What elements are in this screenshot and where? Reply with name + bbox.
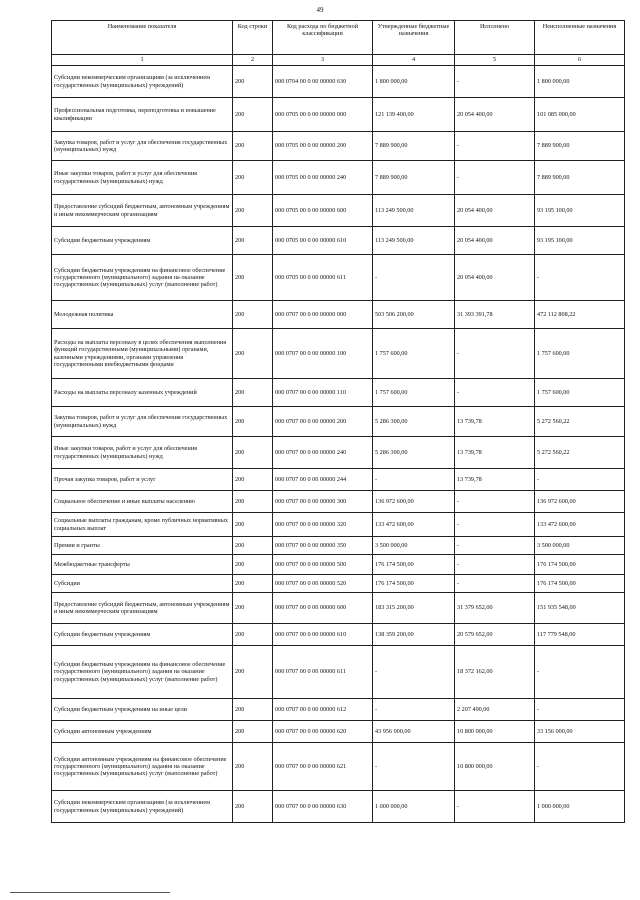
indicator-name: Предоставление субсидий бюджетным, автономным учреждениям и иным некоммерческим организациям (52, 195, 233, 227)
page-number: 49 (316, 6, 324, 14)
approved-amount: 138 359 200,00 (373, 624, 455, 646)
approved-amount: 3 500 000,00 (373, 537, 455, 555)
approved-amount: 503 506 200,00 (373, 301, 455, 329)
line-code: 200 (233, 161, 273, 195)
executed-amount: 13 739,78 (455, 437, 535, 469)
expense-code: 000 0707 00 0 00 00000 520 (273, 575, 373, 593)
expense-code: 000 0707 00 0 00 00000 300 (273, 491, 373, 513)
executed-amount: - (455, 555, 535, 575)
approved-amount: - (373, 469, 455, 491)
indicator-name: Субсидии бюджетным учреждениям (52, 624, 233, 646)
column-header: Неисполненные назначения (535, 21, 625, 55)
unexecuted-amount: - (535, 255, 625, 301)
approved-amount: 43 956 000,00 (373, 721, 455, 743)
line-code: 200 (233, 491, 273, 513)
approved-amount: 5 286 300,00 (373, 437, 455, 469)
line-code: 200 (233, 646, 273, 699)
expense-code: 000 0707 00 0 00 00000 244 (273, 469, 373, 491)
indicator-name: Субсидии некоммерческим организациям (за исключением государственных (муниципальных) учреждений) (52, 66, 233, 98)
approved-amount: 7 889 900,00 (373, 132, 455, 161)
expense-code: 000 0707 00 0 00 00000 630 (273, 791, 373, 823)
approved-amount: 133 472 600,00 (373, 513, 455, 537)
executed-amount: 10 800 000,00 (455, 721, 535, 743)
expense-code: 000 0705 00 0 00 00000 000 (273, 98, 373, 132)
unexecuted-amount: 33 156 000,00 (535, 721, 625, 743)
expense-code: 000 0705 00 0 00 00000 610 (273, 227, 373, 255)
table-row (52, 66, 625, 98)
column-header: Исполнено (455, 21, 535, 55)
executed-amount: 20 579 652,00 (455, 624, 535, 646)
expense-code: 000 0705 00 0 00 00000 611 (273, 255, 373, 301)
executed-amount: 20 054 400,00 (455, 227, 535, 255)
unexecuted-amount: - (535, 469, 625, 491)
unexecuted-amount: 1 800 000,00 (535, 66, 625, 98)
expense-code: 000 0707 00 0 00 00000 621 (273, 743, 373, 791)
line-code: 200 (233, 329, 273, 379)
unexecuted-amount: - (535, 743, 625, 791)
unexecuted-amount: 472 112 808,22 (535, 301, 625, 329)
column-number: 3 (273, 55, 373, 66)
expense-code: 000 0707 00 0 00 00000 610 (273, 624, 373, 646)
indicator-name: Молодежная политика (52, 301, 233, 329)
indicator-name: Премии и гранты (52, 537, 233, 555)
table-row (52, 195, 625, 227)
unexecuted-amount: 5 272 560,22 (535, 407, 625, 437)
executed-amount: - (455, 379, 535, 407)
column-number: 1 (52, 55, 233, 66)
approved-amount: 113 249 500,00 (373, 195, 455, 227)
unexecuted-amount: 176 174 500,00 (535, 575, 625, 593)
executed-amount: - (455, 329, 535, 379)
expense-code: 000 0704 00 0 00 00000 630 (273, 66, 373, 98)
table-row (52, 161, 625, 195)
table-row (52, 437, 625, 469)
expense-code: 000 0705 00 0 00 00000 200 (273, 132, 373, 161)
indicator-name: Прочая закупка товаров, работ и услуг (52, 469, 233, 491)
column-header: Утвержденные бюджетные назначения (373, 21, 455, 55)
table-row (52, 255, 625, 301)
executed-amount: 20 054 400,00 (455, 255, 535, 301)
expense-code: 000 0707 00 0 00 00000 600 (273, 593, 373, 624)
unexecuted-amount: 176 174 500,00 (535, 555, 625, 575)
executed-amount: 18 372 162,00 (455, 646, 535, 699)
unexecuted-amount: 133 472 600,00 (535, 513, 625, 537)
table-row (52, 132, 625, 161)
line-code: 200 (233, 791, 273, 823)
approved-amount: - (373, 646, 455, 699)
indicator-name: Субсидии некоммерческим организациям (за исключением государственных (муниципальных) учреждений) (52, 791, 233, 823)
expense-code: 000 0707 00 0 00 00000 350 (273, 537, 373, 555)
column-number: 2 (233, 55, 273, 66)
approved-amount: 7 889 900,00 (373, 161, 455, 195)
approved-amount: - (373, 699, 455, 721)
indicator-name: Иные закупки товаров, работ и услуг для обеспечения государственных (муниципальных) нужд (52, 161, 233, 195)
unexecuted-amount: 7 889 900,00 (535, 161, 625, 195)
unexecuted-amount: - (535, 699, 625, 721)
column-number: 5 (455, 55, 535, 66)
table-row (52, 791, 625, 823)
budget-execution-table (51, 20, 625, 823)
executed-amount: 13 739,78 (455, 407, 535, 437)
indicator-name: Субсидии автономным учреждениям на финансовое обеспечение государственного (муниципального) задания на оказание государственных (муниципальных) услуг (выполнение работ) (52, 743, 233, 791)
expense-code: 000 0705 00 0 00 00000 600 (273, 195, 373, 227)
approved-amount: 113 249 500,00 (373, 227, 455, 255)
indicator-name: Расходы на выплаты персоналу казенных учреждений (52, 379, 233, 407)
column-header: Наименование показателя (52, 21, 233, 55)
indicator-name: Социальные выплаты гражданам, кроме публичных нормативных социальных выплат (52, 513, 233, 537)
expense-code: 000 0707 00 0 00 00000 110 (273, 379, 373, 407)
line-code: 200 (233, 469, 273, 491)
indicator-name: Субсидии автономным учреждениям (52, 721, 233, 743)
executed-amount: 2 207 490,00 (455, 699, 535, 721)
expense-code: 000 0707 00 0 00 00000 320 (273, 513, 373, 537)
indicator-name: Субсидии бюджетным учреждениям на финансовое обеспечение государственного (муниципального) задания на оказание государственных (муниципальных) услуг (выполнение работ) (52, 255, 233, 301)
indicator-name: Субсидии бюджетным учреждениям на иные цели (52, 699, 233, 721)
approved-amount: 1 757 600,00 (373, 379, 455, 407)
indicator-name: Межбюджетные трансферты (52, 555, 233, 575)
executed-amount: 20 054 400,00 (455, 98, 535, 132)
executed-amount: - (455, 132, 535, 161)
approved-amount: 121 139 400,00 (373, 98, 455, 132)
indicator-name: Субсидии бюджетным учреждениям (52, 227, 233, 255)
expense-code: 000 0705 00 0 00 00000 240 (273, 161, 373, 195)
line-code: 200 (233, 699, 273, 721)
approved-amount: 5 286 300,00 (373, 407, 455, 437)
line-code: 200 (233, 721, 273, 743)
unexecuted-amount: - (535, 646, 625, 699)
column-number-row (52, 55, 625, 66)
line-code: 200 (233, 575, 273, 593)
table-row (52, 227, 625, 255)
expense-code: 000 0707 00 0 00 00000 100 (273, 329, 373, 379)
line-code: 200 (233, 66, 273, 98)
expense-code: 000 0707 00 0 00 00000 612 (273, 699, 373, 721)
line-code: 200 (233, 98, 273, 132)
unexecuted-amount: 1 000 000,00 (535, 791, 625, 823)
approved-amount: 176 174 500,00 (373, 555, 455, 575)
approved-amount: 183 315 200,00 (373, 593, 455, 624)
column-number: 6 (535, 55, 625, 66)
approved-amount: 136 972 600,00 (373, 491, 455, 513)
executed-amount: 13 739,78 (455, 469, 535, 491)
unexecuted-amount: 3 500 000,00 (535, 537, 625, 555)
indicator-name: Закупка товаров, работ и услуг для обеспечения государственных (муниципальных) нужд (52, 407, 233, 437)
indicator-name: Социальное обеспечение и иные выплаты населению (52, 491, 233, 513)
executed-amount: - (455, 66, 535, 98)
line-code: 200 (233, 437, 273, 469)
unexecuted-amount: 1 757 600,00 (535, 379, 625, 407)
table-row (52, 743, 625, 791)
indicator-name: Субсидии бюджетным учреждениям на финансовое обеспечение государственного (муниципального) задания на оказание государственных (муниципальных) услуг (выполнение работ) (52, 646, 233, 699)
table-row (52, 699, 625, 721)
executed-amount: - (455, 537, 535, 555)
table-row (52, 555, 625, 575)
approved-amount: 1 800 000,00 (373, 66, 455, 98)
table-row (52, 513, 625, 537)
expense-code: 000 0707 00 0 00 00000 000 (273, 301, 373, 329)
approved-amount: - (373, 743, 455, 791)
executed-amount: - (455, 513, 535, 537)
column-number: 4 (373, 55, 455, 66)
table-row (52, 469, 625, 491)
approved-amount: - (373, 255, 455, 301)
expense-code: 000 0707 00 0 00 00000 200 (273, 407, 373, 437)
approved-amount: 1 000 000,00 (373, 791, 455, 823)
executed-amount: - (455, 161, 535, 195)
indicator-name: Профессиональная подготовка, переподготовка и повышение квалификации (52, 98, 233, 132)
indicator-name: Иные закупки товаров, работ и услуг для обеспечения государственных (муниципальных) нужд (52, 437, 233, 469)
executed-amount: 31 393 391,78 (455, 301, 535, 329)
line-code: 200 (233, 132, 273, 161)
expense-code: 000 0707 00 0 00 00000 240 (273, 437, 373, 469)
table-row (52, 98, 625, 132)
indicator-name: Расходы на выплаты персоналу в целях обеспечения выполнения функций государственными (муниципальными) органами, казенными учреждениями, органами управления государственными внебюджетными фондами (52, 329, 233, 379)
header-row (52, 21, 625, 55)
executed-amount: 20 054 400,00 (455, 195, 535, 227)
column-header: Код расхода по бюджетной классификации (273, 21, 373, 55)
indicator-name: Предоставление субсидий бюджетным, автономным учреждениям и иным некоммерческим организациям (52, 593, 233, 624)
line-code: 200 (233, 624, 273, 646)
footer-rule (10, 892, 170, 893)
table-row (52, 721, 625, 743)
table-row (52, 646, 625, 699)
line-code: 200 (233, 255, 273, 301)
table-row (52, 624, 625, 646)
line-code: 200 (233, 301, 273, 329)
unexecuted-amount: 5 272 560,22 (535, 437, 625, 469)
unexecuted-amount: 117 779 548,00 (535, 624, 625, 646)
table-row (52, 491, 625, 513)
indicator-name: Субсидии (52, 575, 233, 593)
expense-code: 000 0707 00 0 00 00000 611 (273, 646, 373, 699)
executed-amount: 10 800 000,00 (455, 743, 535, 791)
table-body (52, 66, 625, 823)
line-code: 200 (233, 743, 273, 791)
unexecuted-amount: 136 972 600,00 (535, 491, 625, 513)
line-code: 200 (233, 407, 273, 437)
column-header: Код строки (233, 21, 273, 55)
unexecuted-amount: 101 085 000,00 (535, 98, 625, 132)
approved-amount: 1 757 600,00 (373, 329, 455, 379)
table-row (52, 575, 625, 593)
line-code: 200 (233, 555, 273, 575)
table-row (52, 593, 625, 624)
table-row (52, 379, 625, 407)
table-row (52, 537, 625, 555)
unexecuted-amount: 1 757 600,00 (535, 329, 625, 379)
table-row (52, 301, 625, 329)
executed-amount: - (455, 491, 535, 513)
table-row (52, 329, 625, 379)
unexecuted-amount: 93 195 100,00 (535, 195, 625, 227)
unexecuted-amount: 7 889 900,00 (535, 132, 625, 161)
table-row (52, 407, 625, 437)
line-code: 200 (233, 379, 273, 407)
expense-code: 000 0707 00 0 00 00000 620 (273, 721, 373, 743)
executed-amount: - (455, 791, 535, 823)
line-code: 200 (233, 513, 273, 537)
line-code: 200 (233, 537, 273, 555)
executed-amount: 31 379 652,00 (455, 593, 535, 624)
unexecuted-amount: 93 195 100,00 (535, 227, 625, 255)
line-code: 200 (233, 227, 273, 255)
line-code: 200 (233, 593, 273, 624)
indicator-name: Закупка товаров, работ и услуг для обеспечения государственных (муниципальных) нужд (52, 132, 233, 161)
unexecuted-amount: 151 935 548,00 (535, 593, 625, 624)
expense-code: 000 0707 00 0 00 00000 500 (273, 555, 373, 575)
executed-amount: - (455, 575, 535, 593)
line-code: 200 (233, 195, 273, 227)
approved-amount: 176 174 500,00 (373, 575, 455, 593)
